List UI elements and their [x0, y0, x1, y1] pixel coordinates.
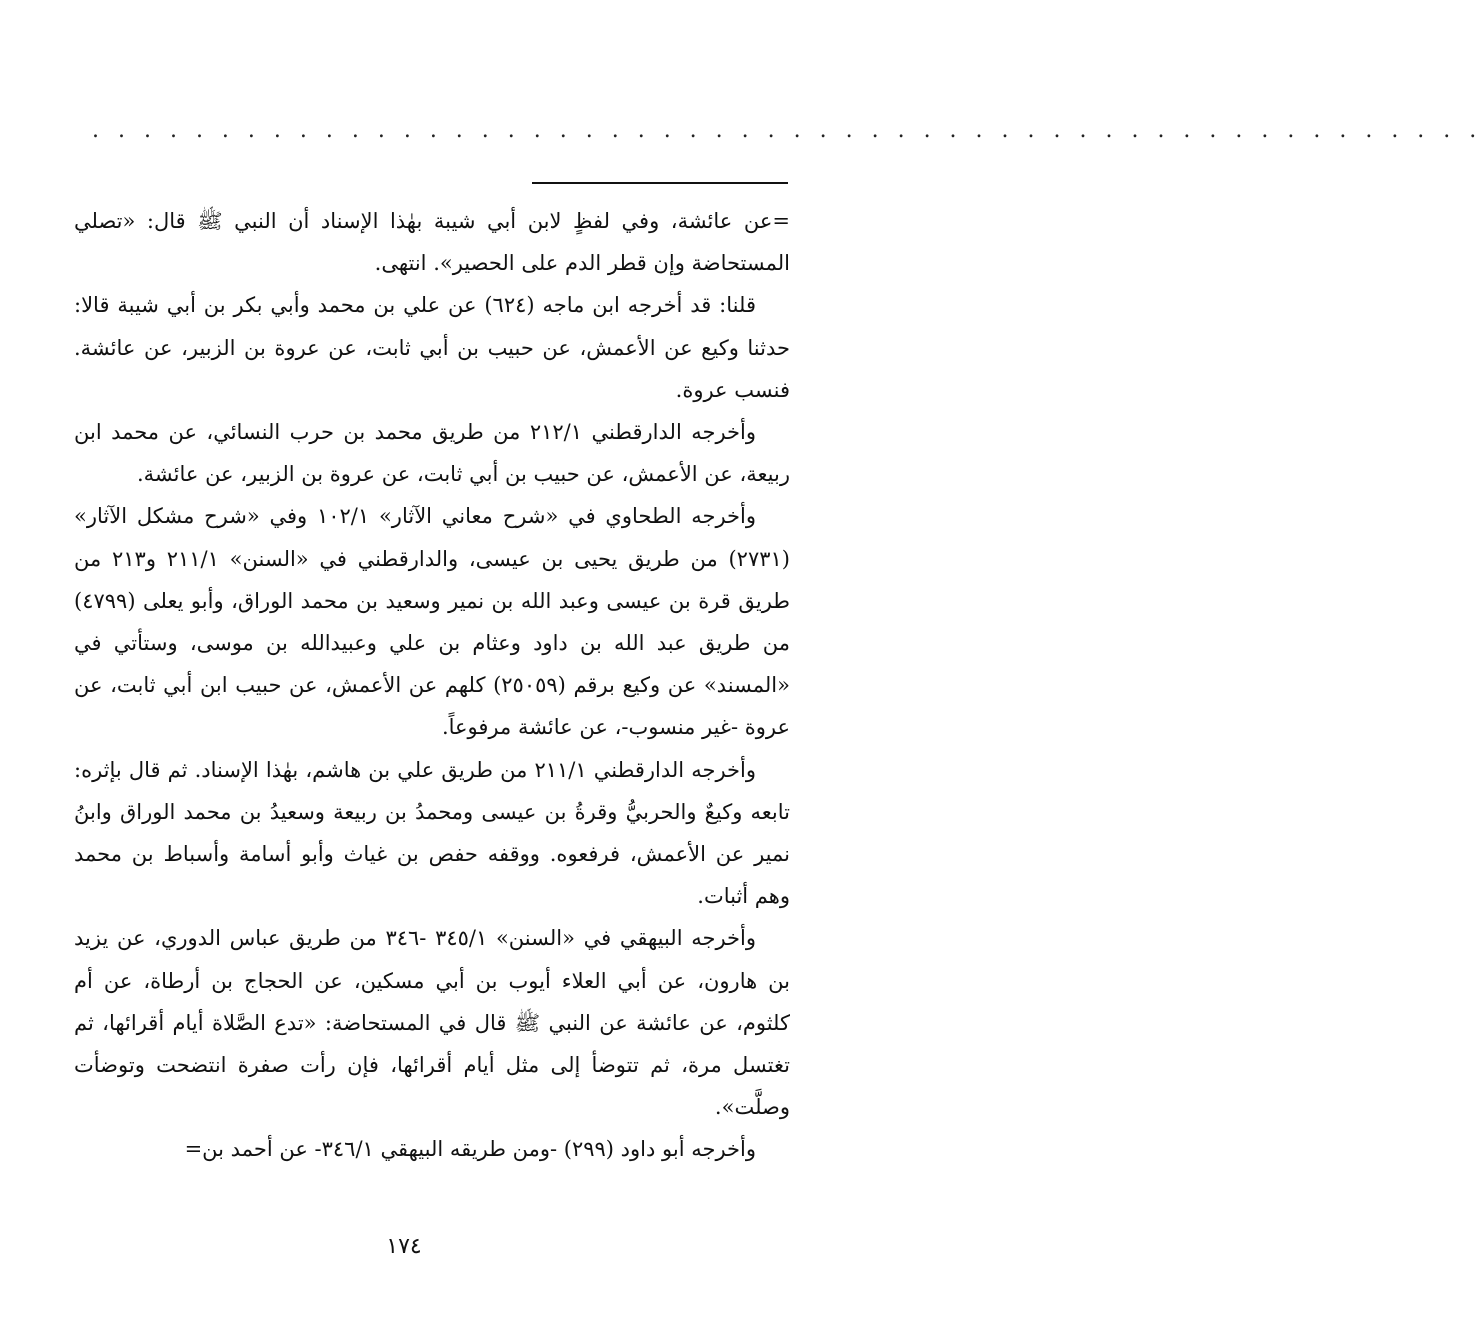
footnote-paragraph: وأخرجه الطحاوي في «شرح معاني الآثار» ١٠٢/١ وفي «شرح مشكل الآثار» (٢٧٣١) من طريق يحيى بن عيسى، والدارقطني في «السنن» ٢١١/١ و٢١٣ من طريق قرة بن عيسى وعبد الله بن نمير وسعيد بن محمد الوراق، وأبو يعلى (٤٧٩٩) من طريق عبد الله بن داود وعثام بن علي وعبيدالله بن موسى، وستأتي في «المسند» عن وكيع برقم (٢٥٠٥٩) كلهم عن الأعمش، عن حبيب ابن أبي ثابت، عن عروة -غير منسوب-، عن عائشة مرفوعاً. — [74, 504, 790, 740]
page-number: ١٧٤ — [386, 1234, 422, 1259]
footnote-rule — [532, 182, 788, 184]
footnote-paragraph: وأخرجه الدارقطني ٢١٢/١ من طريق محمد بن حرب النسائي، عن محمد ابن ربيعة، عن الأعمش، عن حبيب بن أبي ثابت، عن عروة بن الزبير، عن عائشة. — [74, 420, 790, 487]
footnote-paragraph: وأخرجه الدارقطني ٢١١/١ من طريق علي بن هاشم، بهٰذا الإسناد. ثم قال بإثره: تابعه وكيعٌ والحربيُّ وقرةُ بن عيسى ومحمدُ بن ربيعة وسعيدُ بن محمد الوراق وابنُ نمير عن الأعمش، فرفعوه. ووقفه حفص بن غياث وأبو أسامة وأسباط بن محمد وهم أثبات. — [74, 757, 790, 909]
footnote-paragraph: وأخرجه البيهقي في «السنن» ٣٤٥/١ -٣٤٦ من طريق عباس الدوري، عن يزيد بن هارون، عن أبي العلاء أيوب بن أبي مسكين، عن الحجاج بن أرطاة، عن أم كلثوم، عن عائشة عن النبي ﷺ قال في المستحاضة: «تدع الصَّلاة أيام أقرائها، ثم تغتسل مرة، ثم تتوضأ إلى مثل أيام أقرائها، فإن رأت صفرة انتضحت وتوضأت وصلَّت». — [74, 926, 790, 1120]
footnote-paragraph: وأخرجه أبو داود (٢٩٩) -ومن طريقه البيهقي ٣٤٦/١- عن أحمد بن= — [184, 1137, 756, 1162]
footnote-paragraph: =عن عائشة، وفي لفظٍ لابن أبي شيبة بهٰذا الإسناد أن النبي ﷺ قال: «تصلي المستحاضة وإن قطر الدم على الحصير». انتهى. — [74, 209, 790, 276]
separator-dots: . . . . . . . . . . . . . . . . . . . . . . . . . . . . . . . . . . . . . . . . . . . . . . . . . . . . . . — [92, 118, 1482, 143]
footnote-text — [74, 200, 790, 1171]
footnote-paragraph: قلنا: قد أخرجه ابن ماجه (٦٢٤) عن علي بن محمد وأبي بكر بن أبي شيبة قالا: حدثنا وكيع عن الأعمش، عن حبيب بن أبي ثابت، عن عروة بن الزبير، عن عائشة. فنسب عروة. — [74, 293, 790, 402]
